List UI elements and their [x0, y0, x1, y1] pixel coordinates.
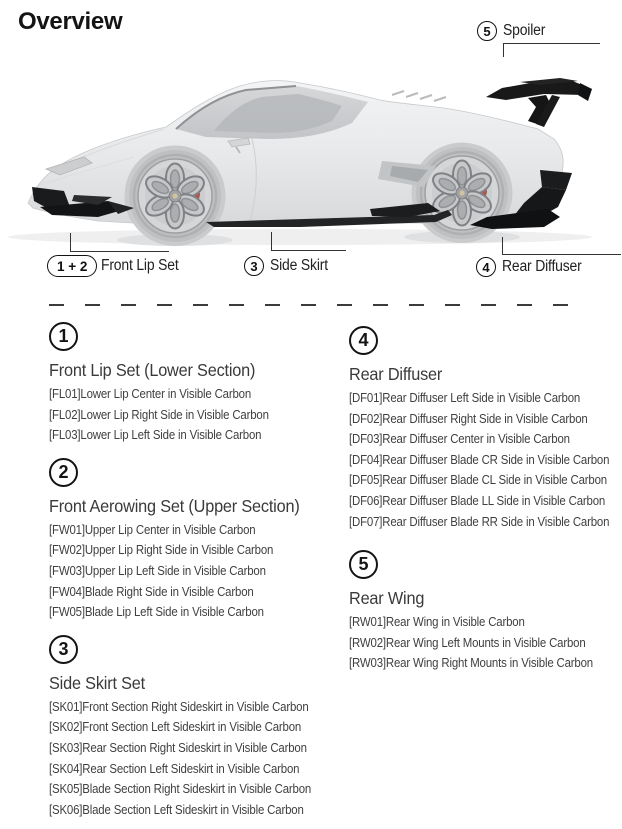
part-item: [DF02]Rear Diffuser Right Side in Visible Carbon — [349, 410, 588, 426]
callout-bracket-front-lip — [70, 233, 169, 252]
section-front-lip-set — [49, 322, 349, 446]
section-title: Side Skirt Set — [49, 672, 145, 693]
part-item: [DF03]Rear Diffuser Center in Visible Carbon — [349, 431, 570, 447]
section-number-badge: 1 — [49, 322, 78, 351]
front-wheel — [125, 146, 225, 246]
car-illustration — [0, 45, 622, 250]
part-item: [DF07]Rear Diffuser Blade RR Side in Visible Carbon — [349, 513, 610, 529]
part-item: [FW04]Blade Right Side in Visible Carbon — [49, 583, 254, 599]
front-lip-number-badge: 1 + 2 — [47, 255, 97, 277]
callout-rear-diffuser — [476, 257, 590, 277]
part-item: [FL01]Lower Lip Center in Visible Carbon — [49, 386, 252, 401]
part-item: [RW03]Rear Wing Right Mounts in Visible Carbon — [349, 655, 593, 671]
callout-label: Rear Diffuser — [502, 258, 582, 275]
part-item: [SK02]Front Section Left Sideskirt in Visible Carbon — [49, 719, 302, 735]
callout-number-badge: 4 — [476, 257, 496, 277]
section-title: Front Lip Set (Lower Section) — [49, 360, 256, 380]
parts-column-right — [349, 326, 622, 674]
part-item: [SK04]Rear Section Left Sideskirt in Visible Carbon — [49, 760, 300, 776]
callout-number-badge: 3 — [244, 256, 264, 276]
part-item: [SK01]Front Section Right Sideskirt in Visible Carbon — [49, 698, 309, 714]
callout-bracket-side-skirt — [271, 232, 346, 251]
callout-bracket-rear-diffuser — [502, 237, 621, 255]
part-item: [DF04]Rear Diffuser Blade CR Side in Visible Carbon — [349, 451, 610, 467]
part-item: [DF01]Rear Diffuser Left Side in Visible Carbon — [349, 390, 581, 405]
section-number-badge: 3 — [49, 635, 78, 664]
section-number-badge: 4 — [349, 326, 378, 355]
callout-number-badge: 5 — [477, 21, 497, 41]
callout-front-lip — [47, 255, 188, 277]
callout-side-skirt — [244, 256, 334, 276]
callout-label: Spoiler — [503, 22, 546, 39]
section-rear-diffuser — [349, 326, 622, 532]
section-side-skirt-set — [49, 635, 349, 821]
callout-label: Front Lip Set — [101, 257, 179, 274]
section-title: Rear Wing — [349, 588, 425, 609]
section-title: Front Aerowing Set (Upper Section) — [49, 495, 300, 516]
part-item: [DF06]Rear Diffuser Blade LL Side in Visible Carbon — [349, 492, 606, 508]
page-title: Overview — [18, 8, 123, 35]
part-item: [SK05]Blade Section Right Sideskirt in Visible Carbon — [49, 781, 312, 797]
callout-spoiler — [477, 21, 550, 41]
part-item: [RW02]Rear Wing Left Mounts in Visible Carbon — [349, 634, 586, 650]
section-title: Rear Diffuser — [349, 364, 443, 384]
section-front-aerowing-set — [49, 458, 349, 623]
part-item: [RW01]Rear Wing in Visible Carbon — [349, 614, 525, 630]
part-item: [FW02]Upper Lip Right Side in Visible Carbon — [49, 542, 274, 558]
part-item: [FW05]Blade Lip Left Side in Visible Carbon — [49, 604, 264, 620]
part-item: [FL03]Lower Lip Left Side in Visible Carbon — [49, 427, 262, 443]
part-item: [DF05]Rear Diffuser Blade CL Side in Visible Carbon — [349, 472, 607, 488]
part-item: [FW03]Upper Lip Left Side in Visible Carbon — [49, 562, 266, 578]
callout-bracket-spoiler — [503, 43, 600, 57]
section-number-badge: 2 — [49, 458, 78, 487]
part-item: [FL02]Lower Lip Right Side in Visible Carbon — [49, 406, 269, 422]
dashed-divider — [49, 304, 578, 306]
part-item: [SK06]Blade Section Left Sideskirt in Visible Carbon — [49, 801, 304, 817]
part-item: [FW01]Upper Lip Center in Visible Carbon — [49, 521, 256, 537]
section-rear-wing — [349, 550, 622, 674]
section-number-badge: 5 — [349, 550, 378, 579]
part-item: [SK03]Rear Section Right Sideskirt in Visible Carbon — [49, 739, 307, 755]
parts-column-left — [49, 322, 349, 820]
callout-label: Side Skirt — [270, 257, 328, 274]
